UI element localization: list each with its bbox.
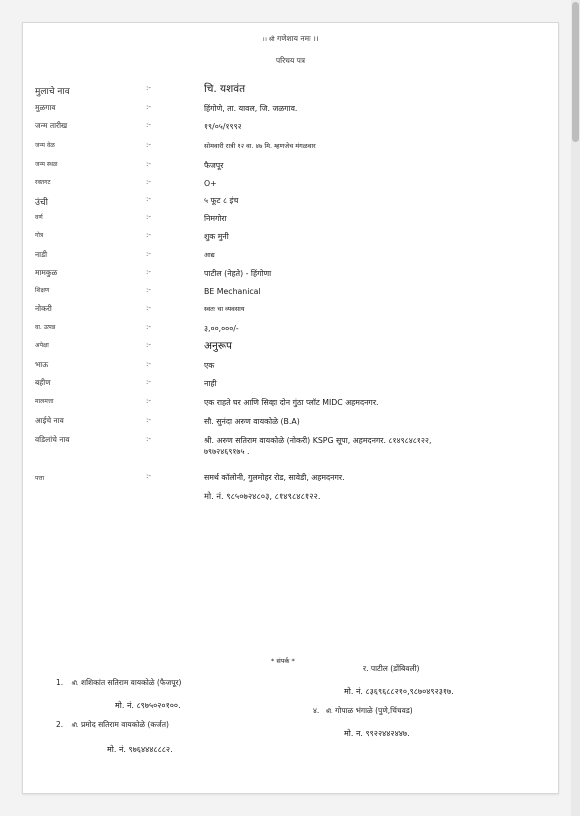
invocation-line [23, 34, 558, 44]
field-separator: :- [146, 213, 151, 221]
field-value: BE Mechanical [204, 287, 261, 296]
field-separator: :- [146, 103, 151, 111]
field-value: एक [204, 361, 215, 370]
vertical-scrollbar[interactable] [571, 0, 580, 816]
contact-heading: * संपर्क * [271, 657, 295, 665]
field-label: मुलाचे नाव [35, 87, 70, 97]
field-value: ३,००,०००/- [204, 324, 239, 333]
field-label: नोकरी [35, 304, 52, 313]
document-page [22, 22, 559, 794]
contact-3-name: र. पाटील (डोंबिवली) [363, 664, 420, 673]
contact-1-prefix: श्री. [71, 681, 79, 687]
field-label: आईचे नाव [35, 416, 64, 425]
field-value [204, 468, 549, 506]
field-separator: :- [146, 268, 151, 276]
field-value: निमगोरा [204, 214, 227, 223]
field-label: मुळगाव [35, 103, 56, 112]
field-separator: :- [146, 323, 151, 331]
field-value: ५ फूट ८ इंच [204, 196, 239, 205]
field-label: अपेक्षा [35, 342, 49, 349]
contact-3-phone: मो. नं. ८३६९६८८२१०,९८७०४९२३१७. [344, 687, 454, 696]
contact-1-phone: मो. नं. ८९७५०२०१००. [115, 701, 181, 710]
field-separator: :- [146, 378, 151, 386]
scrollbar-thumb[interactable] [572, 2, 579, 142]
contact-1-name-line [56, 678, 181, 688]
field-label: जन्म स्थळ [35, 161, 58, 168]
field-label: बहीण [35, 378, 51, 387]
field-value: नाही [204, 379, 217, 388]
address-line1: समर्थ कॉलोनी, गुलमोहर रोड, सावेडी, अहमदनगर. [204, 473, 345, 482]
field-label: जन्म वेळ [35, 142, 55, 149]
contact-4-prefix: श्री. [325, 709, 333, 715]
field-separator: :- [146, 341, 151, 349]
contact-1-name: शशिकांत सतिराम वायकोळे (फैजपूर) [81, 678, 182, 687]
field-separator: :- [146, 195, 151, 203]
contact-4-name-line [313, 706, 413, 716]
father-value-line2: ७९७२४६९१७५ . [204, 447, 250, 456]
contact-4-name: गोपाळ भंगाळे (पुणे,चिंचवड) [335, 706, 413, 715]
invocation-main: गणेशाय नमः ।। [277, 34, 319, 43]
field-separator: :- [146, 178, 151, 186]
field-label: पत्ता [35, 475, 45, 482]
contact-2-phone: मो. नं. ९७६४४४८८८२. [107, 745, 173, 754]
contact-4-phone: मो. न. ९९२२४४२४४७. [344, 729, 410, 738]
father-value-line1: श्री. अरुण सतिराम वायकोळे (नोकरी) KSPG सूपा, अहमदनगर. ८१४९८४८१२२, [204, 436, 432, 445]
field-separator: :- [146, 435, 151, 443]
field-value: फैजपूर [204, 161, 224, 170]
field-label: वडिलांचे नाव [35, 435, 70, 444]
field-separator: :- [146, 121, 151, 129]
field-value [204, 435, 549, 457]
document-title: परिचय पत्र [275, 56, 306, 65]
field-value: शुक मुनी [204, 232, 229, 241]
field-value: सौ. सुनंदा अरुण वायकोळे (B.A) [204, 417, 300, 426]
field-value: एक राहते घर आणि सिव्हा दोन गुंठा प्लॉट MIDC अहमदनगर. [204, 398, 379, 407]
field-label: रक्तगट [35, 179, 51, 186]
field-label: मामकुळ [35, 268, 58, 277]
field-separator: :- [146, 360, 151, 368]
field-separator: :- [146, 472, 151, 480]
contact-1-number: 1. [56, 678, 64, 687]
field-label: उंची [35, 198, 48, 208]
field-value: पाटील (नेहते) - हिंगोणा [204, 269, 272, 278]
field-separator: :- [146, 304, 151, 312]
contact-2-name: प्रमोद सतिराम वायकोळे (कर्जत) [81, 720, 169, 729]
contact-2-prefix: श्री. [71, 723, 79, 729]
field-value: अनुरूप [204, 340, 232, 352]
field-separator: :- [146, 397, 151, 405]
field-label: गोत्र [35, 232, 44, 239]
field-label: जन्म तारीख [35, 121, 68, 130]
field-separator: :- [146, 231, 151, 239]
field-value: O+ [204, 179, 217, 188]
field-label: नाडी [35, 250, 48, 259]
field-value: स्वतः चा व्यवसाय [204, 305, 245, 313]
field-label: भाऊ [35, 360, 49, 369]
contact-2-number: 2. [56, 720, 64, 729]
field-label: वर्ण [35, 214, 43, 221]
field-value: चि. यशवंत [204, 83, 246, 95]
field-value: हिंगोणे, ता. यावल, जि. जळगाव. [204, 104, 298, 113]
field-separator: :- [146, 250, 151, 258]
field-separator: :- [146, 84, 151, 92]
field-separator: :- [146, 160, 151, 168]
field-label: मालमत्ता [35, 398, 54, 405]
field-label: वा. उत्पन्न [35, 324, 56, 331]
field-label: शिक्षण [35, 287, 50, 294]
invocation-prefix: ।। श्री [262, 36, 275, 43]
field-value: १९/०५/१९९२ [204, 122, 242, 131]
field-separator: :- [146, 286, 151, 294]
field-value: आद्य [204, 251, 215, 259]
address-line2: मो. नं. ९८५०७२४८०३, ८१४९८४८१२२. [204, 491, 321, 501]
field-separator: :- [146, 416, 151, 424]
field-value: सोमवारी रात्री १२ वा. ४७ मि. म्हणजेच मंगळवार [204, 142, 316, 150]
contact-2-name-line [56, 720, 169, 730]
contact-4-number: ४. [313, 706, 320, 715]
field-separator: :- [146, 141, 151, 149]
